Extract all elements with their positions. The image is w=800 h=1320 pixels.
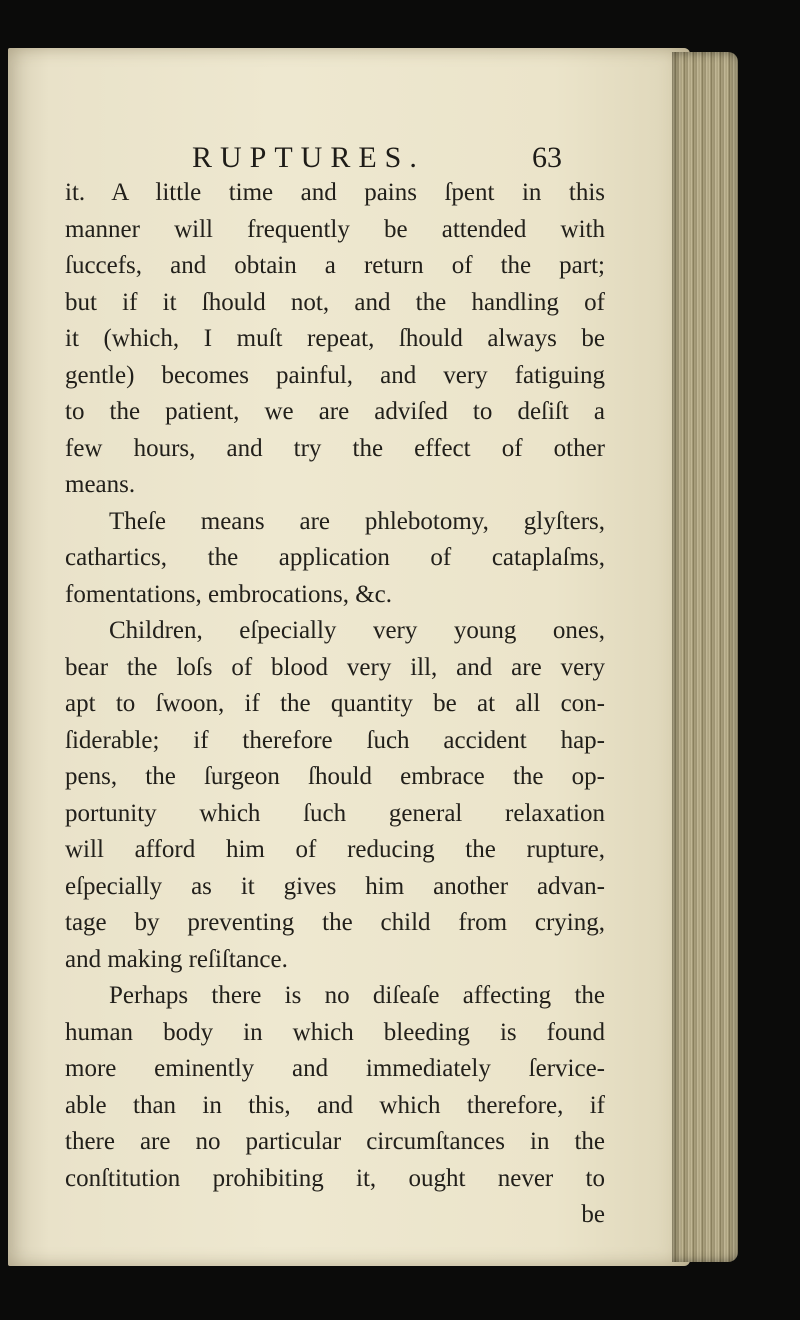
text-line: apt to ſwoon, if the quantity be at all con- — [65, 690, 605, 717]
page-number: 63 — [532, 141, 562, 174]
catchword: be — [581, 1201, 605, 1228]
body-text — [65, 175, 605, 1234]
text-line: it (which, I muſt repeat, ſhould always be — [65, 325, 605, 352]
text-line: ſiderable; if therefore ſuch accident hap- — [65, 726, 605, 754]
text-line: able than in this, and which therefore, if — [65, 1091, 605, 1119]
text-line: means. — [65, 471, 136, 498]
running-head: RUPTURES. — [192, 141, 425, 174]
text-line: ſuccefs, and obtain a return of the part; — [65, 252, 605, 279]
text-line: pens, the ſurgeon ſhould embrace the op- — [65, 763, 605, 790]
page-edges — [672, 52, 738, 1262]
text-line: there are no particular circumſtances in the — [65, 1128, 605, 1155]
paragraph-start-line: Children, eſpecially very young ones, — [109, 617, 605, 644]
text-line: conſtitution prohibiting it, ought never to — [65, 1164, 605, 1192]
text-line: few hours, and try the effect of other — [65, 434, 605, 462]
text-line: but if it ſhould not, and the handling of — [65, 288, 605, 316]
page-header — [192, 136, 572, 180]
text-line: bear the loſs of blood very ill, and are very — [65, 653, 605, 681]
text-line: eſpecially as it gives him another advan- — [65, 872, 605, 900]
text-line: cathartics, the application of cataplaſms, — [65, 544, 605, 571]
text-line: will afford him of reducing the rupture, — [65, 836, 605, 863]
text-line: it. A little time and pains ſpent in this — [65, 179, 605, 206]
text-line: to the patient, we are adviſed to deſiſt a — [65, 398, 605, 425]
paragraph-start-line: Perhaps there is no diſeaſe affecting the — [109, 982, 605, 1009]
text-line: tage by preventing the child from crying, — [65, 909, 605, 936]
text-line: and making reſiſtance. — [65, 945, 288, 973]
text-line: manner will frequently be attended with — [65, 215, 605, 243]
paragraph-start-line: Theſe means are phlebotomy, glyſters, — [109, 507, 605, 535]
text-line: portunity which ſuch general relaxation — [65, 799, 605, 827]
text-line: human body in which bleeding is found — [65, 1018, 605, 1046]
text-line: more eminently and immediately ſervice- — [65, 1055, 605, 1082]
text-line: gentle) becomes painful, and very fatiguing — [65, 361, 605, 389]
text-line: fomentations, embrocations, &c. — [65, 580, 393, 608]
